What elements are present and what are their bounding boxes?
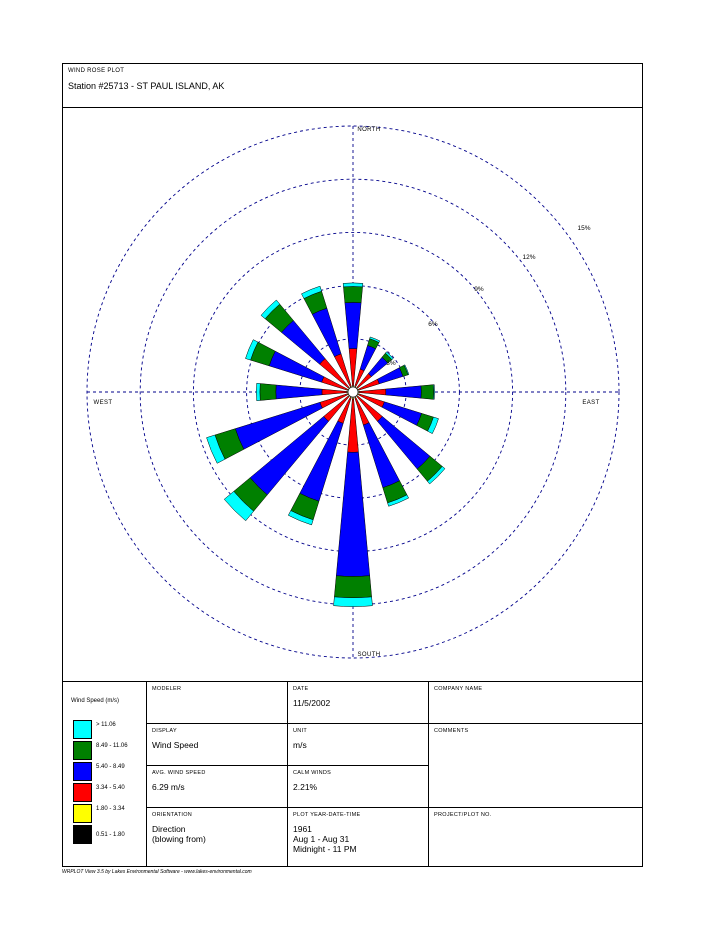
wedge-0-bin-2 [349,349,357,386]
wedge-0-bin-5 [343,283,363,287]
calm-center [348,387,358,397]
compass-west: WEST [94,400,113,406]
company-cell [429,682,642,724]
plot-year-cell [288,808,429,866]
legend-label-5: 0.51 - 1.80 [96,832,125,838]
legend-label-2: 5.40 - 8.49 [96,764,125,770]
legend-title: Wind Speed (m/s) [71,698,119,704]
calm-winds-cell [288,766,429,808]
ring-label-2: 9% [474,286,484,293]
ring-label-0: 3% [386,360,396,367]
company-label: COMPANY NAME [434,686,482,692]
footer-credit: WRPLOT View 3.5 by Lakes Environmental Software - www.lakes-environmental.com [62,869,252,875]
wedge-90-bin-3 [386,386,422,398]
wedge-270-bin-5 [256,383,260,401]
unit-cell [288,724,429,766]
info-table [63,682,642,866]
legend-label-4: 1.80 - 3.34 [96,806,125,812]
wedge-0-bin-4 [343,286,362,302]
wedge-270-bin-2 [322,389,347,395]
modeler-cell [147,682,288,724]
plot-year-label: PLOT YEAR-DATE-TIME [293,812,360,818]
compass-east: EAST [582,400,599,406]
date-label: DATE [293,686,308,692]
ring-label-1: 6% [428,321,438,328]
legend-cell [63,682,147,866]
station-title: Station #25713 - ST PAUL ISLAND, AK [68,81,224,91]
legend-label-1: 8.49 - 11.06 [96,743,128,749]
legend-swatch-2 [73,762,92,781]
comments-cell [429,724,642,808]
display-cell [147,724,288,766]
wedge-180-bin-1 [352,397,353,399]
wedge-180-bin-4 [334,576,371,598]
wedge-22.5-bin-3 [360,345,376,370]
legend-swatch-5 [73,825,92,844]
compass-south: SOUTH [358,652,381,658]
avg-speed-cell [147,766,288,808]
legend-label-3: 3.34 - 5.40 [96,785,125,791]
wedge-90-bin-5 [433,385,434,400]
wedge-180-bin-5 [334,597,373,607]
project-label: PROJECT/PLOT NO. [434,812,492,818]
wedge-180-bin-3 [336,452,369,576]
wedge-90-bin-4 [421,385,434,400]
plot-area [63,107,642,682]
orientation-cell [147,808,288,866]
wedge-67.5-bin-3 [377,368,403,384]
wedge-90-bin-2 [359,389,386,395]
legend-swatch-4 [73,804,92,823]
legend-swatch-1 [73,741,92,760]
comments-label: COMMENTS [434,728,468,734]
date-cell [288,682,429,724]
display-value: Wind Speed [152,740,198,750]
wedge-180-bin-2 [348,399,359,452]
orientation-label: ORIENTATION [152,812,192,818]
wedge-0-bin-3 [345,302,361,348]
wind-rose-frame [62,63,643,867]
date-value: 11/5/2002 [293,698,330,708]
orientation-value: Direction (blowing from) [152,824,206,844]
avg-speed-label: AVG. WIND SPEED [152,770,206,776]
compass-north: NORTH [357,127,380,133]
ring-label-3: 12% [522,254,535,261]
ring-label-4: 15% [577,225,590,232]
legend-swatch-0 [73,720,92,739]
wedge-270-bin-3 [276,385,322,399]
calm-winds-value: 2.21% [293,782,317,792]
modeler-label: MODELER [152,686,181,692]
display-label: DISPLAY [152,728,177,734]
avg-speed-value: 6.29 m/s [152,782,185,792]
calm-winds-label: CALM WINDS [293,770,331,776]
legend-swatch-3 [73,783,92,802]
plot-year-value: 1961 Aug 1 - Aug 31 Midnight - 11 PM [293,824,357,854]
plot-type-label: WIND ROSE PLOT [68,68,124,74]
wedge-270-bin-4 [260,384,276,401]
project-cell [429,808,642,866]
unit-label: UNIT [293,728,307,734]
legend-label-0: > 11.06 [96,722,116,728]
unit-value: m/s [293,740,307,750]
